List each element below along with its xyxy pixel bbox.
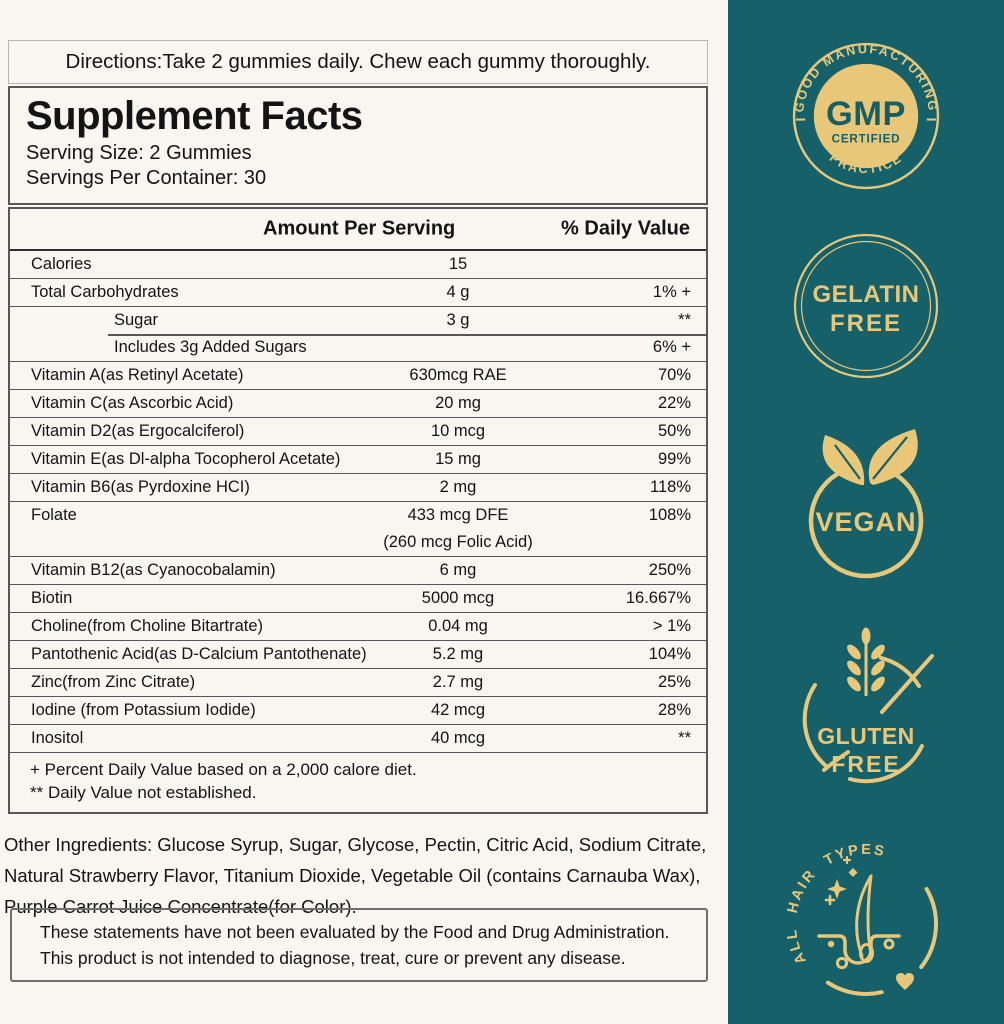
nutrient-amount: 42 mcg xyxy=(430,701,486,719)
gmp-certified-text: CERTIFIED xyxy=(831,132,901,146)
amount-per-serving-header: Amount Per Serving xyxy=(263,217,456,240)
nutrient-row xyxy=(10,501,706,529)
nutrition-table xyxy=(8,207,708,814)
nutrient-row xyxy=(10,278,706,306)
nutrient-amount: 5000 mcg xyxy=(421,589,495,607)
hair-arc-right xyxy=(921,889,936,967)
nutrient-daily-value: > 1% xyxy=(652,617,691,635)
table-header-row xyxy=(10,209,706,251)
wheat-icon xyxy=(845,627,888,696)
nutrient-row xyxy=(10,389,706,417)
nutrient-name: Sugar xyxy=(114,311,159,329)
serving-size: Serving Size: 2 Gummies xyxy=(26,141,252,164)
nutrient-name: Vitamin B12(as Cyanocobalamin) xyxy=(31,561,276,579)
nutrient-daily-value: 25% xyxy=(657,673,691,691)
nutrient-amount: 2.7 mg xyxy=(432,673,484,691)
gluten-line-1: GLUTEN xyxy=(817,722,915,749)
nutrient-name: Vitamin B6(as Pyrdoxine HCI) xyxy=(31,478,250,496)
nutrient-name: Choline(from Choline Bitartrate) xyxy=(31,617,264,635)
nutrient-daily-value: 99% xyxy=(657,450,691,468)
nutrient-row xyxy=(10,529,706,556)
all-hair-types-text: ALL HAIR TYPES xyxy=(783,841,888,967)
nutrient-amount: 10 mcg xyxy=(430,422,486,440)
nutrient-row xyxy=(10,334,706,361)
nutrient-name: Total Carbohydrates xyxy=(31,283,179,301)
disclaimer-line-1: These statements have not been evaluated by the Food and Drug Administration. xyxy=(40,922,670,942)
supplement-facts-box xyxy=(8,86,708,205)
nutrient-daily-value: 250% xyxy=(648,561,691,579)
nutrient-row xyxy=(10,584,706,612)
nutrient-amount: 2 mg xyxy=(439,478,477,496)
nutrient-daily-value: 118% xyxy=(650,478,691,496)
daily-value-header: % Daily Value xyxy=(561,217,690,240)
gmp-arc-bottom-text: PRACTICE xyxy=(826,150,906,177)
sparkle-diamond-icon xyxy=(849,868,858,877)
nutrient-daily-value: 108% xyxy=(648,506,691,524)
nutrient-amount: 15 xyxy=(448,255,468,273)
nutrient-name: Vitamin D2(as Ergocalciferol) xyxy=(31,422,245,440)
nutrient-row xyxy=(10,724,706,752)
gmp-left-tick xyxy=(796,119,805,121)
nutrient-name: Zinc(from Zinc Citrate) xyxy=(31,673,196,691)
hair-arc-bottom xyxy=(828,983,882,994)
nutrient-name: Iodine (from Potassium Iodide) xyxy=(31,701,256,719)
nutrient-row xyxy=(10,640,706,668)
hair-follicle-icon xyxy=(819,857,899,968)
nutrient-daily-value: 16.667% xyxy=(625,589,691,607)
nutrient-row xyxy=(10,251,706,278)
nutrient-name: Vitamin E(as Dl-alpha Tocopherol Acetate) xyxy=(31,450,341,468)
other-ingredients: Other Ingredients: Glucose Syrup, Sugar, Glycose, Pectin, Citric Acid, Sodium Citrate, Natural Strawberry Flavor, Titanium Dioxide, Vegetable Oil (contains Carnauba Wax), Purple Carrot Juice Concentrate(for Color). xyxy=(4,834,707,917)
nutrient-row xyxy=(10,473,706,501)
gelatin-free-badge xyxy=(791,231,941,381)
nutrient-amount: 6 mg xyxy=(439,561,477,579)
nutrient-name: Pantothenic Acid(as D-Calcium Pantothenate) xyxy=(31,645,367,663)
directions-text: Directions:Take 2 gummies daily. Chew each gummy thoroughly. xyxy=(65,50,651,73)
nutrient-amount: 0.04 mg xyxy=(428,617,488,635)
all-hair-types-badge xyxy=(781,832,951,1002)
gmp-right-tick xyxy=(927,119,936,121)
nutrient-daily-value: ** xyxy=(678,729,691,747)
vegan-badge xyxy=(791,419,941,583)
fda-disclaimer-box xyxy=(10,908,708,982)
supplement-facts-title: Supplement Facts xyxy=(26,94,363,138)
footnote-not-established: ** Daily Value not established. xyxy=(30,783,257,802)
nutrient-amount: 5.2 mg xyxy=(432,645,484,663)
nutrient-name: Calories xyxy=(31,255,92,273)
nutrient-row xyxy=(10,417,706,445)
nutrient-amount: 20 mg xyxy=(435,394,481,412)
nutrient-daily-value: 70% xyxy=(657,366,691,384)
gelatin-line-1: GELATIN xyxy=(812,280,920,308)
nutrient-name: Inositol xyxy=(31,729,84,747)
nutrient-amount: 15 mg xyxy=(435,450,481,468)
nutrient-daily-value: ** xyxy=(678,311,691,329)
nutrient-daily-value: 50% xyxy=(657,422,691,440)
nutrient-row xyxy=(10,668,706,696)
nutrient-amount: 4 g xyxy=(446,283,470,301)
partial-separator xyxy=(108,334,706,336)
gmp-certified-badge xyxy=(790,40,942,192)
nutrient-row xyxy=(10,361,706,389)
nutrient-amount: 630mcg RAE xyxy=(409,366,507,384)
gmp-arc-top-text: GOOD MANUFACTURING xyxy=(792,41,940,114)
nutrient-name: Vitamin A(as Retinyl Acetate) xyxy=(31,366,244,384)
nutrient-row xyxy=(10,445,706,473)
gluten-arc-topright xyxy=(881,658,919,686)
heart-icon xyxy=(896,973,914,990)
nutrient-row xyxy=(10,306,706,334)
nutrient-name: Biotin xyxy=(31,589,73,607)
vegan-text: VEGAN xyxy=(815,507,917,537)
gmp-center-text: GMP xyxy=(826,95,906,134)
servings-per-container: Servings Per Container: 30 xyxy=(26,166,267,189)
gluten-slash xyxy=(882,656,932,712)
directions-box xyxy=(8,40,708,84)
nutrient-row xyxy=(10,696,706,724)
nutrient-rows xyxy=(10,251,706,752)
gluten-free-badge xyxy=(786,622,946,794)
nutrient-row xyxy=(10,556,706,584)
nutrient-daily-value: 22% xyxy=(657,394,691,412)
footnote-daily-value: + Percent Daily Value based on a 2,000 calore diet. xyxy=(30,760,417,779)
nutrient-daily-value: 1% + xyxy=(652,283,691,301)
sparkle-plus-icon xyxy=(826,896,834,904)
disclaimer-line-2: This product is not intended to diagnose, treat, cure or prevent any disease. xyxy=(40,948,626,968)
nutrient-daily-value: 6% + xyxy=(652,338,691,356)
gluten-line-2: FREE xyxy=(831,750,901,777)
nutrient-amount: 433 mcg DFE xyxy=(407,506,509,524)
footnotes xyxy=(10,752,706,812)
badge-sidebar xyxy=(728,0,1004,1024)
nutrient-row xyxy=(10,612,706,640)
nutrient-daily-value: 28% xyxy=(657,701,691,719)
nutrient-name: Vitamin C(as Ascorbic Acid) xyxy=(31,394,234,412)
nutrient-name: Includes 3g Added Sugars xyxy=(114,338,307,356)
gelatin-line-2: FREE xyxy=(829,309,903,337)
nutrient-name: Folate xyxy=(31,506,77,524)
nutrient-daily-value: 104% xyxy=(648,645,691,663)
nutrient-amount: 3 g xyxy=(446,311,470,329)
nutrient-amount: 40 mcg xyxy=(430,729,486,747)
nutrient-amount: (260 mcg Folic Acid) xyxy=(383,533,533,551)
